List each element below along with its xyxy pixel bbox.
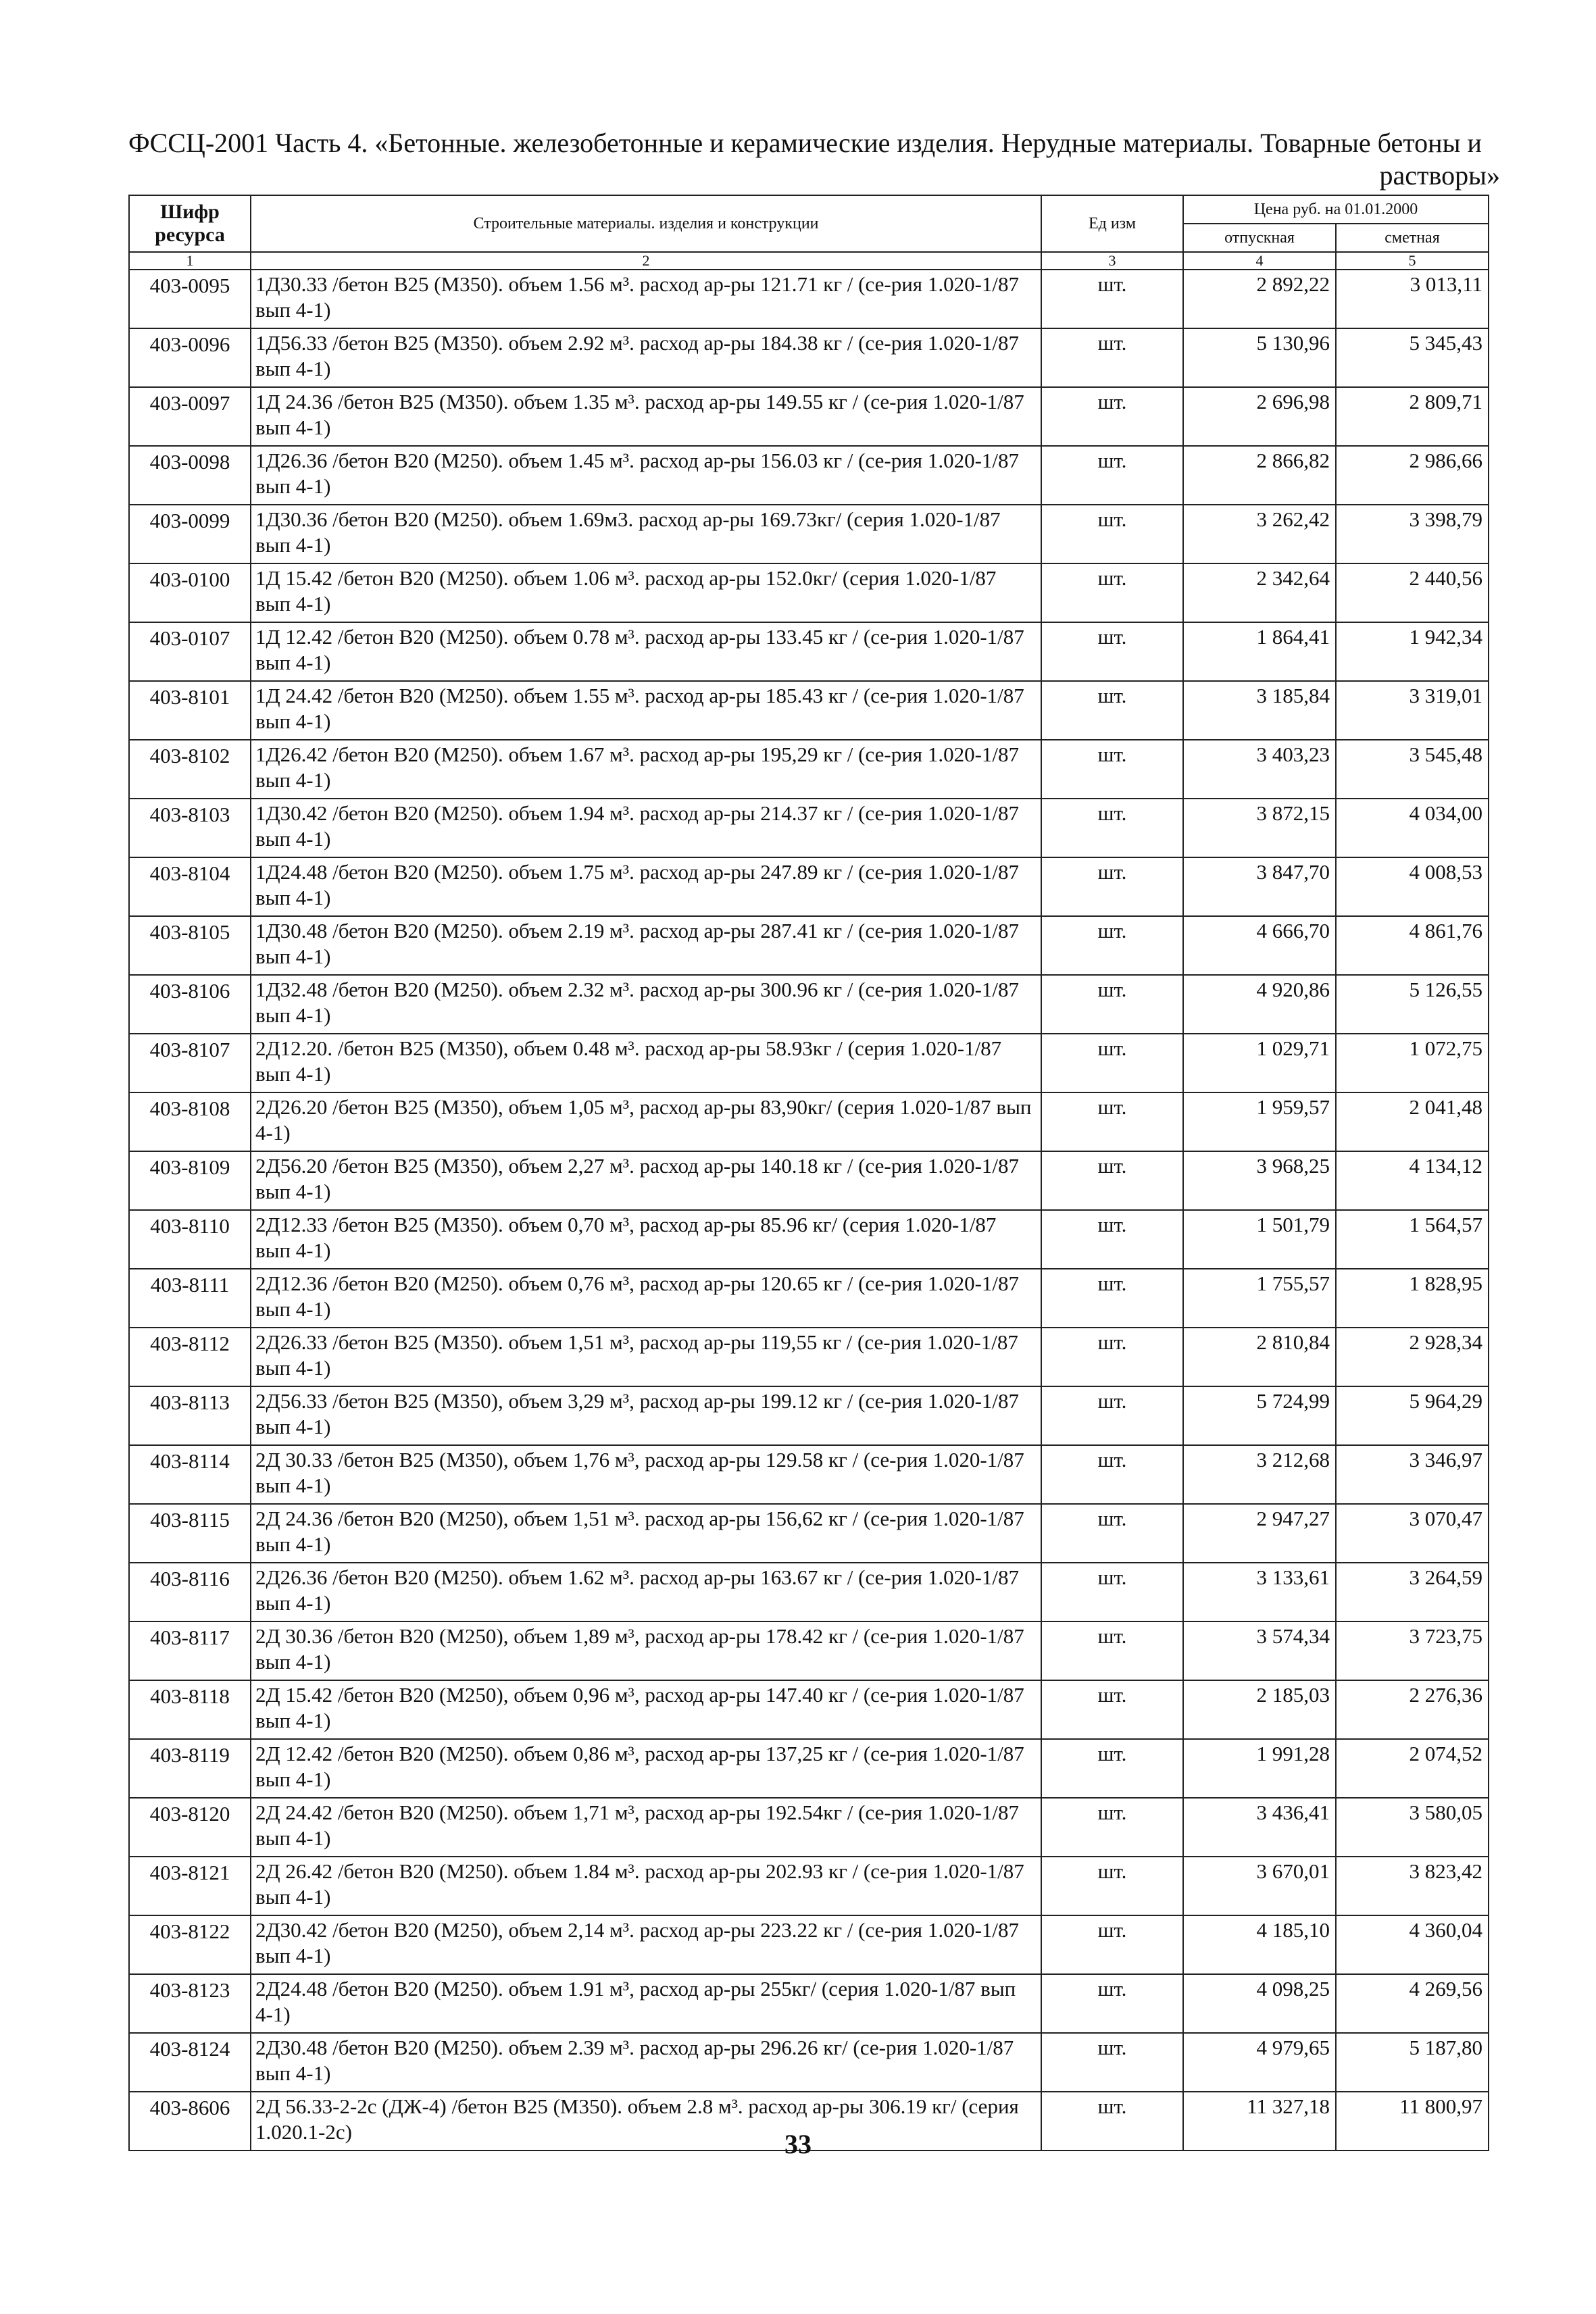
table-row [129,387,1489,446]
cell-estimate: 1 564,57 [1336,1210,1489,1269]
col-estimate-header: сметная [1336,224,1489,252]
table-row [129,799,1489,857]
cell-name: 2Д26.20 /бетон В25 (М350), объем 1,05 м³, расход ар-ры 83,90кг/ (серия 1.020-1/87 вып 4-1) [251,1092,1041,1151]
cell-name: 2Д12.33 /бетон В25 (М350). объем 0,70 м³, расход ар-ры 85.96 кг/ (серия 1.020-1/87 вып 4-1) [251,1210,1041,1269]
cell-estimate: 4 861,76 [1336,916,1489,975]
table-row [129,916,1489,975]
cell-release: 2 866,82 [1183,446,1336,505]
cell-code: 403-0098 [129,446,251,505]
document-header [128,127,1500,192]
cell-code: 403-8118 [129,1680,251,1739]
cell-estimate: 3 580,05 [1336,1798,1489,1857]
cell-code: 403-0099 [129,505,251,563]
cell-name: 2Д56.33 /бетон В25 (М350), объем 3,29 м³, расход ар-ры 199.12 кг / (се-рия 1.020-1/87 вып 4-1) [251,1386,1041,1445]
cell-unit: шт. [1041,2033,1183,2092]
cell-estimate: 11 800,97 [1336,2092,1489,2150]
cell-release: 5 130,96 [1183,328,1336,387]
col-unit-header: Ед изм [1041,195,1183,252]
cell-name: 1Д 24.36 /бетон В25 (М350). объем 1.35 м³. расход ар-ры 149.55 кг / (се-рия 1.020-1/87 вып 4-1) [251,387,1041,446]
table-row [129,1034,1489,1092]
cell-estimate: 1 072,75 [1336,1034,1489,1092]
cell-name: 2Д26.36 /бетон В20 (М250). объем 1.62 м³. расход ар-ры 163.67 кг / (се-рия 1.020-1/87 вып 4-1) [251,1563,1041,1621]
table-row [129,1386,1489,1445]
cell-name: 2Д26.33 /бетон В25 (М350). объем 1,51 м³, расход ар-ры 119,55 кг / (се-рия 1.020-1/87 вып 4-1) [251,1328,1041,1386]
table-row [129,681,1489,740]
cell-unit: шт. [1041,1445,1183,1504]
cell-name: 2Д12.36 /бетон В20 (М250). объем 0,76 м³, расход ар-ры 120.65 кг / (се-рия 1.020-1/87 вып 4-1) [251,1269,1041,1328]
table-row [129,857,1489,916]
cell-release: 3 133,61 [1183,1563,1336,1621]
table-row [129,1092,1489,1151]
cell-unit: шт. [1041,328,1183,387]
cell-estimate: 3 545,48 [1336,740,1489,799]
cell-release: 3 872,15 [1183,799,1336,857]
col-release-header: отпускная [1183,224,1336,252]
cell-name: 2Д12.20. /бетон В25 (М350), объем 0.48 м³. расход ар-ры 58.93кг / (серия 1.020-1/87 вып 4-1) [251,1034,1041,1092]
cell-release: 1 864,41 [1183,622,1336,681]
cell-estimate: 3 723,75 [1336,1621,1489,1680]
table-row [129,1563,1489,1621]
cell-release: 1 029,71 [1183,1034,1336,1092]
cell-estimate: 3 319,01 [1336,681,1489,740]
cell-estimate: 4 034,00 [1336,799,1489,857]
page-number: 33 [784,2129,812,2159]
cell-name: 1Д26.36 /бетон В20 (М250). объем 1.45 м³. расход ар-ры 156.03 кг / (се-рия 1.020-1/87 вып 4-1) [251,446,1041,505]
cell-name: 2Д 30.33 /бетон В25 (М350), объем 1,76 м³, расход ар-ры 129.58 кг / (се-рия 1.020-1/87 вып 4-1) [251,1445,1041,1504]
cell-unit: шт. [1041,1857,1183,1915]
cell-estimate: 5 187,80 [1336,2033,1489,2092]
cell-release: 4 666,70 [1183,916,1336,975]
price-table [128,195,1489,2151]
table-row [129,1504,1489,1563]
cell-estimate: 5 345,43 [1336,328,1489,387]
cell-code: 403-8110 [129,1210,251,1269]
cell-code: 403-8111 [129,1269,251,1328]
cell-unit: шт. [1041,622,1183,681]
cell-code: 403-8105 [129,916,251,975]
table-row [129,975,1489,1034]
cell-code: 403-8102 [129,740,251,799]
cell-release: 4 920,86 [1183,975,1336,1034]
table-row [129,505,1489,563]
cell-code: 403-8124 [129,2033,251,2092]
cell-name: 2Д 26.42 /бетон В20 (М250). объем 1.84 м³. расход ар-ры 202.93 кг / (се-рия 1.020-1/87 вып 4-1) [251,1857,1041,1915]
cell-code: 403-8114 [129,1445,251,1504]
cell-name: 2Д 56.33-2-2с (ДЖ-4) /бетон В25 (М350). объем 2.8 м³. расход ар-ры 306.19 кг/ (серия 1.020.1-2с) [251,2092,1041,2150]
header-line-2: растворы» [1379,160,1500,191]
table-row [129,1269,1489,1328]
cell-release: 3 262,42 [1183,505,1336,563]
cell-release: 5 724,99 [1183,1386,1336,1445]
cell-unit: шт. [1041,1386,1183,1445]
table-row [129,1210,1489,1269]
cell-code: 403-8117 [129,1621,251,1680]
cell-name: 2Д30.42 /бетон В20 (М250), объем 2,14 м³. расход ар-ры 223.22 кг / (се-рия 1.020-1/87 вып 4-1) [251,1915,1041,1974]
cell-unit: шт. [1041,446,1183,505]
cell-unit: шт. [1041,1798,1183,1857]
cell-name: 1Д56.33 /бетон В25 (М350). объем 2.92 м³. расход ар-ры 184.38 кг / (се-рия 1.020-1/87 вып 4-1) [251,328,1041,387]
cell-release: 4 098,25 [1183,1974,1336,2033]
cell-code: 403-8106 [129,975,251,1034]
cell-estimate: 2 928,34 [1336,1328,1489,1386]
cell-unit: шт. [1041,1328,1183,1386]
cell-release: 3 403,23 [1183,740,1336,799]
cell-unit: шт. [1041,1034,1183,1092]
cell-name: 2Д56.20 /бетон В25 (М350), объем 2,27 м³. расход ар-ры 140.18 кг / (се-рия 1.020-1/87 вып 4-1) [251,1151,1041,1210]
cell-unit: шт. [1041,916,1183,975]
cell-release: 2 892,22 [1183,270,1336,328]
cell-unit: шт. [1041,1151,1183,1210]
cell-estimate: 4 134,12 [1336,1151,1489,1210]
cell-code: 403-0097 [129,387,251,446]
table-row [129,1151,1489,1210]
cell-code: 403-8113 [129,1386,251,1445]
cell-estimate: 3 264,59 [1336,1563,1489,1621]
cell-code: 403-8123 [129,1974,251,2033]
col-number: 5 [1336,252,1489,270]
cell-code: 403-8103 [129,799,251,857]
cell-unit: шт. [1041,1210,1183,1269]
cell-release: 3 670,01 [1183,1857,1336,1915]
cell-release: 2 342,64 [1183,563,1336,622]
cell-release: 3 436,41 [1183,1798,1336,1857]
cell-estimate: 2 809,71 [1336,387,1489,446]
cell-unit: шт. [1041,1269,1183,1328]
cell-release: 3 212,68 [1183,1445,1336,1504]
cell-estimate: 4 360,04 [1336,1915,1489,1974]
cell-unit: шт. [1041,1092,1183,1151]
cell-code: 403-8108 [129,1092,251,1151]
table-row [129,740,1489,799]
cell-release: 1 755,57 [1183,1269,1336,1328]
cell-estimate: 3 013,11 [1336,270,1489,328]
cell-unit: шт. [1041,505,1183,563]
cell-code: 403-8606 [129,2092,251,2150]
cell-code: 403-8119 [129,1739,251,1798]
cell-release: 4 979,65 [1183,2033,1336,2092]
cell-name: 1Д30.42 /бетон В20 (М250). объем 1.94 м³. расход ар-ры 214.37 кг / (се-рия 1.020-1/87 вып 4-1) [251,799,1041,857]
cell-estimate: 4 269,56 [1336,1974,1489,2033]
cell-code: 403-0107 [129,622,251,681]
col-name-header: Строительные материалы. изделия и конструкции [251,195,1041,252]
cell-release: 2 696,98 [1183,387,1336,446]
table-row [129,270,1489,328]
cell-release: 3 185,84 [1183,681,1336,740]
cell-release: 3 847,70 [1183,857,1336,916]
cell-release: 3 968,25 [1183,1151,1336,1210]
table-row [129,2033,1489,2092]
cell-estimate: 5 964,29 [1336,1386,1489,1445]
cell-name: 1Д30.36 /бетон В20 (М250). объем 1.69м3. расход ар-ры 169.73кг/ (серия 1.020-1/87 вып 4-1) [251,505,1041,563]
cell-unit: шт. [1041,563,1183,622]
cell-release: 1 991,28 [1183,1739,1336,1798]
cell-estimate: 4 008,53 [1336,857,1489,916]
cell-release: 1 501,79 [1183,1210,1336,1269]
cell-estimate: 1 942,34 [1336,622,1489,681]
cell-unit: шт. [1041,387,1183,446]
cell-code: 403-8120 [129,1798,251,1857]
cell-code: 403-8104 [129,857,251,916]
cell-estimate: 1 828,95 [1336,1269,1489,1328]
col-number: 4 [1183,252,1336,270]
cell-release: 2 810,84 [1183,1328,1336,1386]
table-row [129,1621,1489,1680]
cell-name: 2Д30.48 /бетон В20 (М250). объем 2.39 м³. расход ар-ры 296.26 кг/ (се-рия 1.020-1/87 вып 4-1) [251,2033,1041,2092]
cell-unit: шт. [1041,857,1183,916]
cell-unit: шт. [1041,1974,1183,2033]
cell-name: 2Д 24.36 /бетон В20 (М250), объем 1,51 м³. расход ар-ры 156,62 кг / (се-рия 1.020-1/87 вып 4-1) [251,1504,1041,1563]
cell-code: 403-8112 [129,1328,251,1386]
col-number: 3 [1041,252,1183,270]
cell-code: 403-8122 [129,1915,251,1974]
cell-name: 2Д 12.42 /бетон В20 (М250). объем 0,86 м³, расход ар-ры 137,25 кг / (се-рия 1.020-1/87 вып 4-1) [251,1739,1041,1798]
cell-estimate: 3 070,47 [1336,1504,1489,1563]
table-row [129,1739,1489,1798]
cell-release: 1 959,57 [1183,1092,1336,1151]
cell-unit: шт. [1041,1621,1183,1680]
cell-code: 403-0100 [129,563,251,622]
cell-estimate: 3 398,79 [1336,505,1489,563]
cell-unit: шт. [1041,1563,1183,1621]
cell-unit: шт. [1041,270,1183,328]
table-row [129,1857,1489,1915]
cell-unit: шт. [1041,975,1183,1034]
header-line-1: ФССЦ-2001 Часть 4. «Бетонные. железобетонные и керамические изделия. Нерудные материалы. Товарные бетоны и [128,128,1482,158]
cell-code: 403-8115 [129,1504,251,1563]
cell-estimate: 3 346,97 [1336,1445,1489,1504]
cell-unit: шт. [1041,2092,1183,2150]
cell-release: 2 185,03 [1183,1680,1336,1739]
cell-unit: шт. [1041,1739,1183,1798]
cell-name: 1Д30.33 /бетон В25 (М350). объем 1.56 м³. расход ар-ры 121.71 кг / (се-рия 1.020-1/87 вып 4-1) [251,270,1041,328]
cell-name: 2Д 24.42 /бетон В20 (М250). объем 1,71 м³, расход ар-ры 192.54кг / (се-рия 1.020-1/87 вып 4-1) [251,1798,1041,1857]
table-row [129,328,1489,387]
table-row [129,1445,1489,1504]
table-row [129,446,1489,505]
cell-code: 403-0096 [129,328,251,387]
table-row [129,1328,1489,1386]
cell-name: 1Д26.42 /бетон В20 (М250). объем 1.67 м³. расход ар-ры 195,29 кг / (се-рия 1.020-1/87 вып 4-1) [251,740,1041,799]
table-row [129,1680,1489,1739]
col-code-header: Шифр ресурса [129,195,251,252]
col-number: 1 [129,252,251,270]
cell-name: 1Д30.48 /бетон В20 (М250). объем 2.19 м³. расход ар-ры 287.41 кг / (се-рия 1.020-1/87 вып 4-1) [251,916,1041,975]
cell-estimate: 2 041,48 [1336,1092,1489,1151]
cell-estimate: 3 823,42 [1336,1857,1489,1915]
cell-name: 1Д24.48 /бетон В20 (М250). объем 1.75 м³. расход ар-ры 247.89 кг / (се-рия 1.020-1/87 вып 4-1) [251,857,1041,916]
cell-release: 11 327,18 [1183,2092,1336,2150]
cell-release: 3 574,34 [1183,1621,1336,1680]
cell-name: 2Д 30.36 /бетон В20 (М250), объем 1,89 м³, расход ар-ры 178.42 кг / (се-рия 1.020-1/87 вып 4-1) [251,1621,1041,1680]
cell-code: 403-8121 [129,1857,251,1915]
cell-name: 2Д24.48 /бетон В20 (М250). объем 1.91 м³, расход ар-ры 255кг/ (серия 1.020-1/87 вып 4-1) [251,1974,1041,2033]
cell-estimate: 5 126,55 [1336,975,1489,1034]
cell-name: 1Д 12.42 /бетон В20 (М250). объем 0.78 м³. расход ар-ры 133.45 кг / (се-рия 1.020-1/87 вып 4-1) [251,622,1041,681]
table-row [129,1798,1489,1857]
cell-estimate: 2 986,66 [1336,446,1489,505]
cell-unit: шт. [1041,681,1183,740]
cell-estimate: 2 440,56 [1336,563,1489,622]
cell-name: 1Д32.48 /бетон В20 (М250). объем 2.32 м³. расход ар-ры 300.96 кг / (се-рия 1.020-1/87 вып 4-1) [251,975,1041,1034]
cell-release: 2 947,27 [1183,1504,1336,1563]
table-row [129,622,1489,681]
cell-code: 403-8107 [129,1034,251,1092]
table-row [129,563,1489,622]
cell-estimate: 2 074,52 [1336,1739,1489,1798]
cell-unit: шт. [1041,1680,1183,1739]
cell-code: 403-0095 [129,270,251,328]
table-row [129,1915,1489,1974]
cell-unit: шт. [1041,740,1183,799]
cell-name: 1Д 15.42 /бетон В20 (М250). объем 1.06 м³. расход ар-ры 152.0кг/ (серия 1.020-1/87 вып 4-1) [251,563,1041,622]
cell-code: 403-8116 [129,1563,251,1621]
col-number: 2 [251,252,1041,270]
cell-unit: шт. [1041,1915,1183,1974]
cell-release: 4 185,10 [1183,1915,1336,1974]
cell-code: 403-8101 [129,681,251,740]
cell-estimate: 2 276,36 [1336,1680,1489,1739]
table-row [129,1974,1489,2033]
cell-unit: шт. [1041,1504,1183,1563]
cell-unit: шт. [1041,799,1183,857]
cell-name: 1Д 24.42 /бетон В20 (М250). объем 1.55 м³. расход ар-ры 185.43 кг / (се-рия 1.020-1/87 вып 4-1) [251,681,1041,740]
cell-name: 2Д 15.42 /бетон В20 (М250), объем 0,96 м³, расход ар-ры 147.40 кг / (се-рия 1.020-1/87 вып 4-1) [251,1680,1041,1739]
col-price-header: Цена руб. на 01.01.2000 [1183,195,1489,224]
cell-code: 403-8109 [129,1151,251,1210]
